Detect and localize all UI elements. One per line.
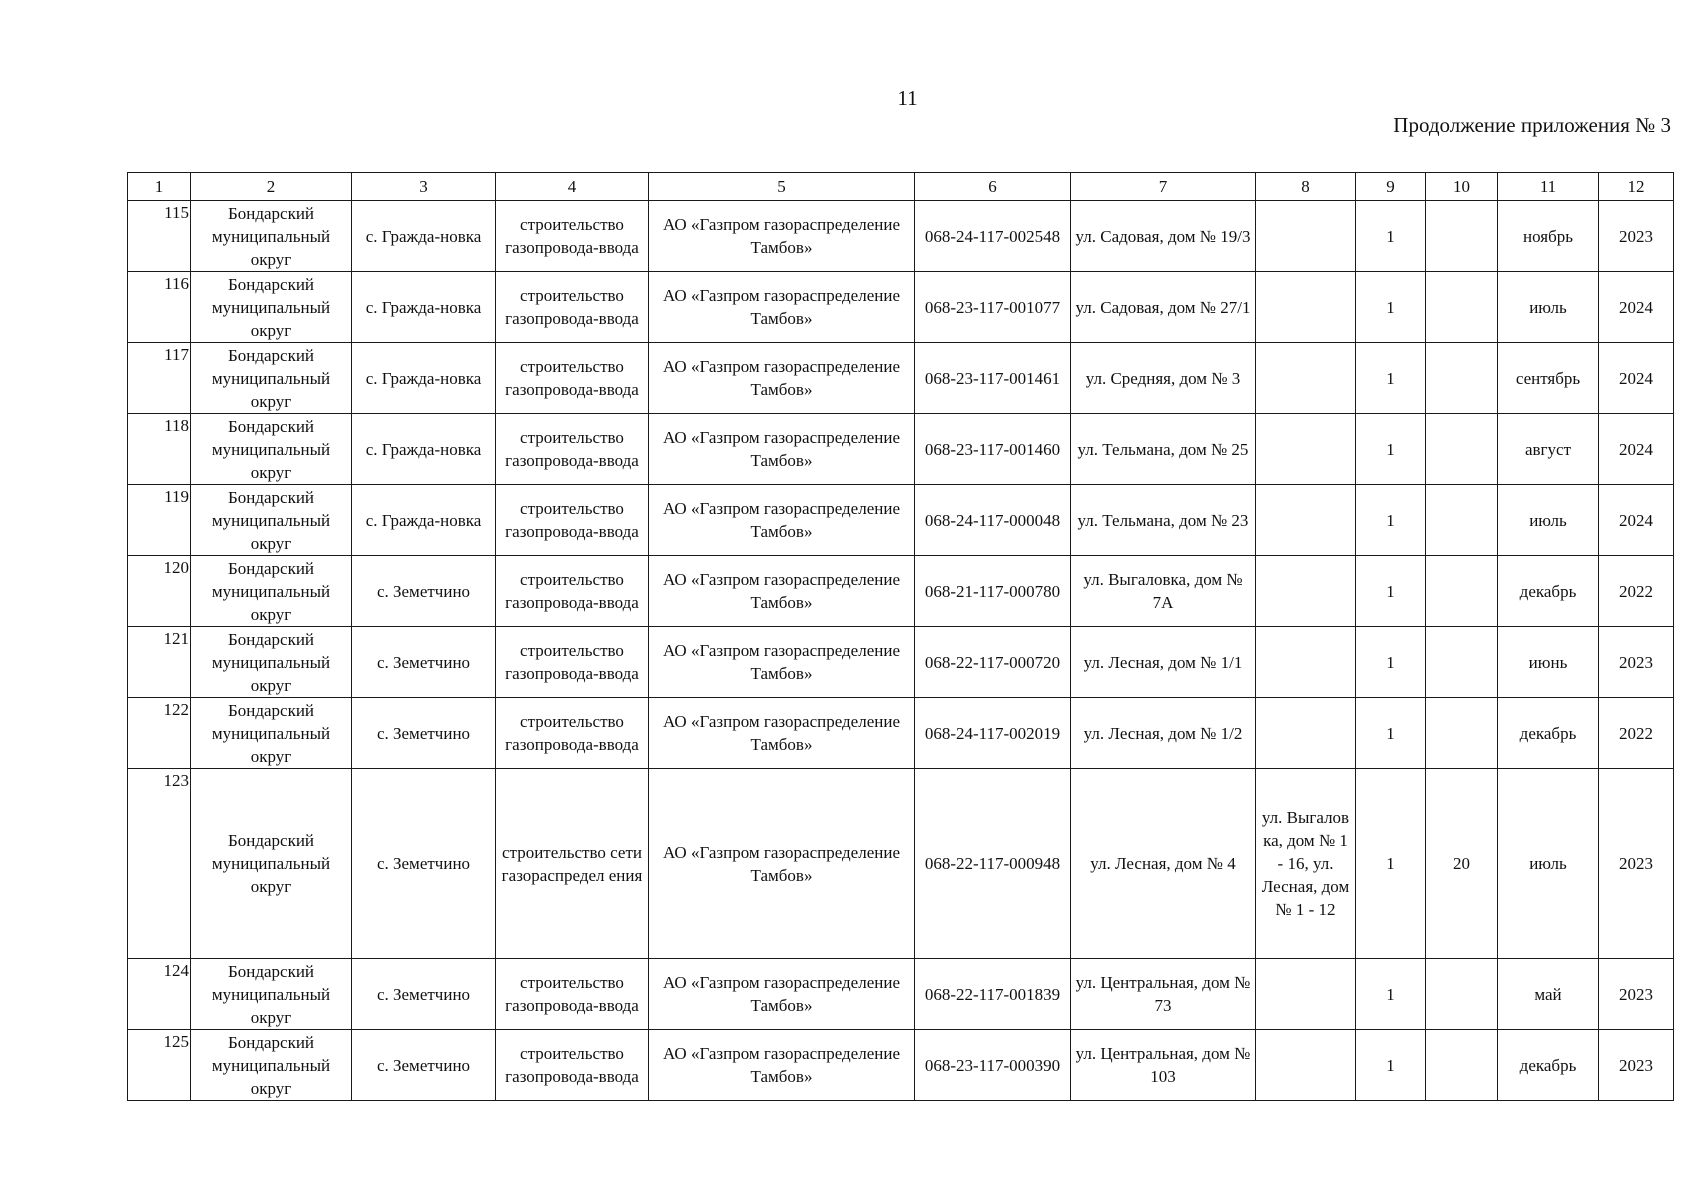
- year-cell: 2024: [1599, 343, 1674, 414]
- quantity-cell: [1426, 201, 1498, 272]
- registry-number-cell: 068-23-117-000390: [915, 1030, 1071, 1101]
- organization-cell: АО «Газпром газораспределение Тамбов»: [649, 343, 915, 414]
- address-cell: ул. Садовая, дом № 27/1: [1071, 272, 1256, 343]
- column-number: 5: [649, 173, 915, 201]
- work-type-cell: строительство газопровода-ввода: [496, 201, 649, 272]
- settlement-cell: с. Гражда-новка: [352, 414, 496, 485]
- count-cell: 1: [1356, 272, 1426, 343]
- month-cell: июль: [1498, 272, 1599, 343]
- row-number-cell: 119: [128, 485, 191, 556]
- organization-cell: АО «Газпром газораспределение Тамбов»: [649, 201, 915, 272]
- extra-addresses-cell: [1256, 485, 1356, 556]
- registry-number-cell: 068-24-117-002548: [915, 201, 1071, 272]
- table-row: [128, 959, 1674, 1030]
- address-cell: ул. Выгаловка, дом № 7А: [1071, 556, 1256, 627]
- address-cell: ул. Лесная, дом № 1/1: [1071, 627, 1256, 698]
- registry-number-cell: 068-24-117-000048: [915, 485, 1071, 556]
- count-cell: 1: [1356, 201, 1426, 272]
- quantity-cell: [1426, 485, 1498, 556]
- registry-number-cell: 068-22-117-001839: [915, 959, 1071, 1030]
- count-cell: 1: [1356, 485, 1426, 556]
- district-cell: Бондарский муниципальный округ: [191, 201, 352, 272]
- district-cell: Бондарский муниципальный округ: [191, 272, 352, 343]
- month-cell: декабрь: [1498, 698, 1599, 769]
- column-number: 7: [1071, 173, 1256, 201]
- work-type-cell: строительство газопровода-ввода: [496, 343, 649, 414]
- district-cell: Бондарский муниципальный округ: [191, 698, 352, 769]
- column-number: 1: [128, 173, 191, 201]
- column-numbers-row: [128, 173, 1674, 201]
- table-row: [128, 343, 1674, 414]
- registry-number-cell: 068-22-117-000720: [915, 627, 1071, 698]
- organization-cell: АО «Газпром газораспределение Тамбов»: [649, 627, 915, 698]
- table-row: [128, 414, 1674, 485]
- organization-cell: АО «Газпром газораспределение Тамбов»: [649, 698, 915, 769]
- year-cell: 2024: [1599, 485, 1674, 556]
- column-number: 11: [1498, 173, 1599, 201]
- extra-addresses-cell: [1256, 1030, 1356, 1101]
- page-header: Продолжение приложения № 3: [1393, 113, 1671, 137]
- organization-cell: АО «Газпром газораспределение Тамбов»: [649, 959, 915, 1030]
- count-cell: 1: [1356, 627, 1426, 698]
- table-row: [128, 201, 1674, 272]
- extra-addresses-cell: [1256, 343, 1356, 414]
- address-cell: ул. Средняя, дом № 3: [1071, 343, 1256, 414]
- table-row: [128, 556, 1674, 627]
- month-cell: декабрь: [1498, 556, 1599, 627]
- organization-cell: АО «Газпром газораспределение Тамбов»: [649, 272, 915, 343]
- registry-number-cell: 068-21-117-000780: [915, 556, 1071, 627]
- registry-number-cell: 068-23-117-001461: [915, 343, 1071, 414]
- quantity-cell: [1426, 414, 1498, 485]
- quantity-cell: [1426, 343, 1498, 414]
- month-cell: май: [1498, 959, 1599, 1030]
- row-number-cell: 125: [128, 1030, 191, 1101]
- column-number: 8: [1256, 173, 1356, 201]
- settlement-cell: с. Гражда-новка: [352, 343, 496, 414]
- month-cell: июнь: [1498, 627, 1599, 698]
- extra-addresses-cell: [1256, 959, 1356, 1030]
- year-cell: 2023: [1599, 769, 1674, 959]
- count-cell: 1: [1356, 556, 1426, 627]
- address-cell: ул. Тельмана, дом № 23: [1071, 485, 1256, 556]
- count-cell: 1: [1356, 698, 1426, 769]
- row-number-cell: 123: [128, 769, 191, 959]
- organization-cell: АО «Газпром газораспределение Тамбов»: [649, 485, 915, 556]
- district-cell: Бондарский муниципальный округ: [191, 485, 352, 556]
- work-type-cell: строительство газопровода-ввода: [496, 272, 649, 343]
- settlement-cell: с. Земетчино: [352, 627, 496, 698]
- registry-number-cell: 068-23-117-001077: [915, 272, 1071, 343]
- year-cell: 2022: [1599, 556, 1674, 627]
- year-cell: 2022: [1599, 698, 1674, 769]
- district-cell: Бондарский муниципальный округ: [191, 769, 352, 959]
- year-cell: 2023: [1599, 1030, 1674, 1101]
- district-cell: Бондарский муниципальный округ: [191, 556, 352, 627]
- extra-addresses-cell: [1256, 272, 1356, 343]
- month-cell: июль: [1498, 485, 1599, 556]
- work-type-cell: строительство газопровода-ввода: [496, 698, 649, 769]
- row-number-cell: 120: [128, 556, 191, 627]
- row-number-cell: 116: [128, 272, 191, 343]
- column-number: 4: [496, 173, 649, 201]
- work-type-cell: строительство газопровода-ввода: [496, 485, 649, 556]
- column-number: 6: [915, 173, 1071, 201]
- extra-addresses-cell: [1256, 556, 1356, 627]
- month-cell: ноябрь: [1498, 201, 1599, 272]
- district-cell: Бондарский муниципальный округ: [191, 627, 352, 698]
- column-number: 2: [191, 173, 352, 201]
- month-cell: декабрь: [1498, 1030, 1599, 1101]
- year-cell: 2023: [1599, 201, 1674, 272]
- table-row: [128, 272, 1674, 343]
- organization-cell: АО «Газпром газораспределение Тамбов»: [649, 556, 915, 627]
- quantity-cell: [1426, 272, 1498, 343]
- row-number-cell: 122: [128, 698, 191, 769]
- count-cell: 1: [1356, 959, 1426, 1030]
- count-cell: 1: [1356, 414, 1426, 485]
- register-table: [127, 172, 1674, 1101]
- row-number-cell: 124: [128, 959, 191, 1030]
- year-cell: 2024: [1599, 272, 1674, 343]
- month-cell: июль: [1498, 769, 1599, 959]
- organization-cell: АО «Газпром газораспределение Тамбов»: [649, 414, 915, 485]
- organization-cell: АО «Газпром газораспределение Тамбов»: [649, 769, 915, 959]
- month-cell: август: [1498, 414, 1599, 485]
- registry-number-cell: 068-23-117-001460: [915, 414, 1071, 485]
- column-number: 10: [1426, 173, 1498, 201]
- quantity-cell: [1426, 556, 1498, 627]
- quantity-cell: 20: [1426, 769, 1498, 959]
- address-cell: ул. Центральная, дом № 73: [1071, 959, 1256, 1030]
- table-row: [128, 698, 1674, 769]
- extra-addresses-cell: [1256, 627, 1356, 698]
- address-cell: ул. Садовая, дом № 19/3: [1071, 201, 1256, 272]
- settlement-cell: с. Земетчино: [352, 769, 496, 959]
- district-cell: Бондарский муниципальный округ: [191, 414, 352, 485]
- row-number-cell: 117: [128, 343, 191, 414]
- registry-number-cell: 068-24-117-002019: [915, 698, 1071, 769]
- extra-addresses-cell: [1256, 201, 1356, 272]
- extra-addresses-cell: ул. Выгалов ка, дом № 1 - 16, ул. Лесная, дом № 1 - 12: [1256, 769, 1356, 959]
- district-cell: Бондарский муниципальный округ: [191, 959, 352, 1030]
- column-number: 3: [352, 173, 496, 201]
- extra-addresses-cell: [1256, 698, 1356, 769]
- count-cell: 1: [1356, 769, 1426, 959]
- table-row: [128, 769, 1674, 959]
- address-cell: ул. Центральная, дом № 103: [1071, 1030, 1256, 1101]
- work-type-cell: строительство сети газораспредел ения: [496, 769, 649, 959]
- count-cell: 1: [1356, 1030, 1426, 1101]
- settlement-cell: с. Земетчино: [352, 959, 496, 1030]
- extra-addresses-cell: [1256, 414, 1356, 485]
- settlement-cell: с. Гражда-новка: [352, 201, 496, 272]
- table-row: [128, 485, 1674, 556]
- quantity-cell: [1426, 1030, 1498, 1101]
- settlement-cell: с. Гражда-новка: [352, 272, 496, 343]
- work-type-cell: строительство газопровода-ввода: [496, 959, 649, 1030]
- work-type-cell: строительство газопровода-ввода: [496, 414, 649, 485]
- address-cell: ул. Тельмана, дом № 25: [1071, 414, 1256, 485]
- year-cell: 2023: [1599, 627, 1674, 698]
- row-number-cell: 115: [128, 201, 191, 272]
- year-cell: 2024: [1599, 414, 1674, 485]
- table-row: [128, 1030, 1674, 1101]
- settlement-cell: с. Земетчино: [352, 698, 496, 769]
- work-type-cell: строительство газопровода-ввода: [496, 1030, 649, 1101]
- count-cell: 1: [1356, 343, 1426, 414]
- work-type-cell: строительство газопровода-ввода: [496, 627, 649, 698]
- quantity-cell: [1426, 627, 1498, 698]
- settlement-cell: с. Гражда-новка: [352, 485, 496, 556]
- work-type-cell: строительство газопровода-ввода: [496, 556, 649, 627]
- registry-number-cell: 068-22-117-000948: [915, 769, 1071, 959]
- settlement-cell: с. Земетчино: [352, 1030, 496, 1101]
- column-number: 9: [1356, 173, 1426, 201]
- organization-cell: АО «Газпром газораспределение Тамбов»: [649, 1030, 915, 1101]
- year-cell: 2023: [1599, 959, 1674, 1030]
- district-cell: Бондарский муниципальный округ: [191, 1030, 352, 1101]
- settlement-cell: с. Земетчино: [352, 556, 496, 627]
- quantity-cell: [1426, 959, 1498, 1030]
- district-cell: Бондарский муниципальный округ: [191, 343, 352, 414]
- month-cell: сентябрь: [1498, 343, 1599, 414]
- table-row: [128, 627, 1674, 698]
- column-number: 12: [1599, 173, 1674, 201]
- row-number-cell: 121: [128, 627, 191, 698]
- address-cell: ул. Лесная, дом № 4: [1071, 769, 1256, 959]
- page-number: 11: [897, 86, 918, 110]
- row-number-cell: 118: [128, 414, 191, 485]
- address-cell: ул. Лесная, дом № 1/2: [1071, 698, 1256, 769]
- quantity-cell: [1426, 698, 1498, 769]
